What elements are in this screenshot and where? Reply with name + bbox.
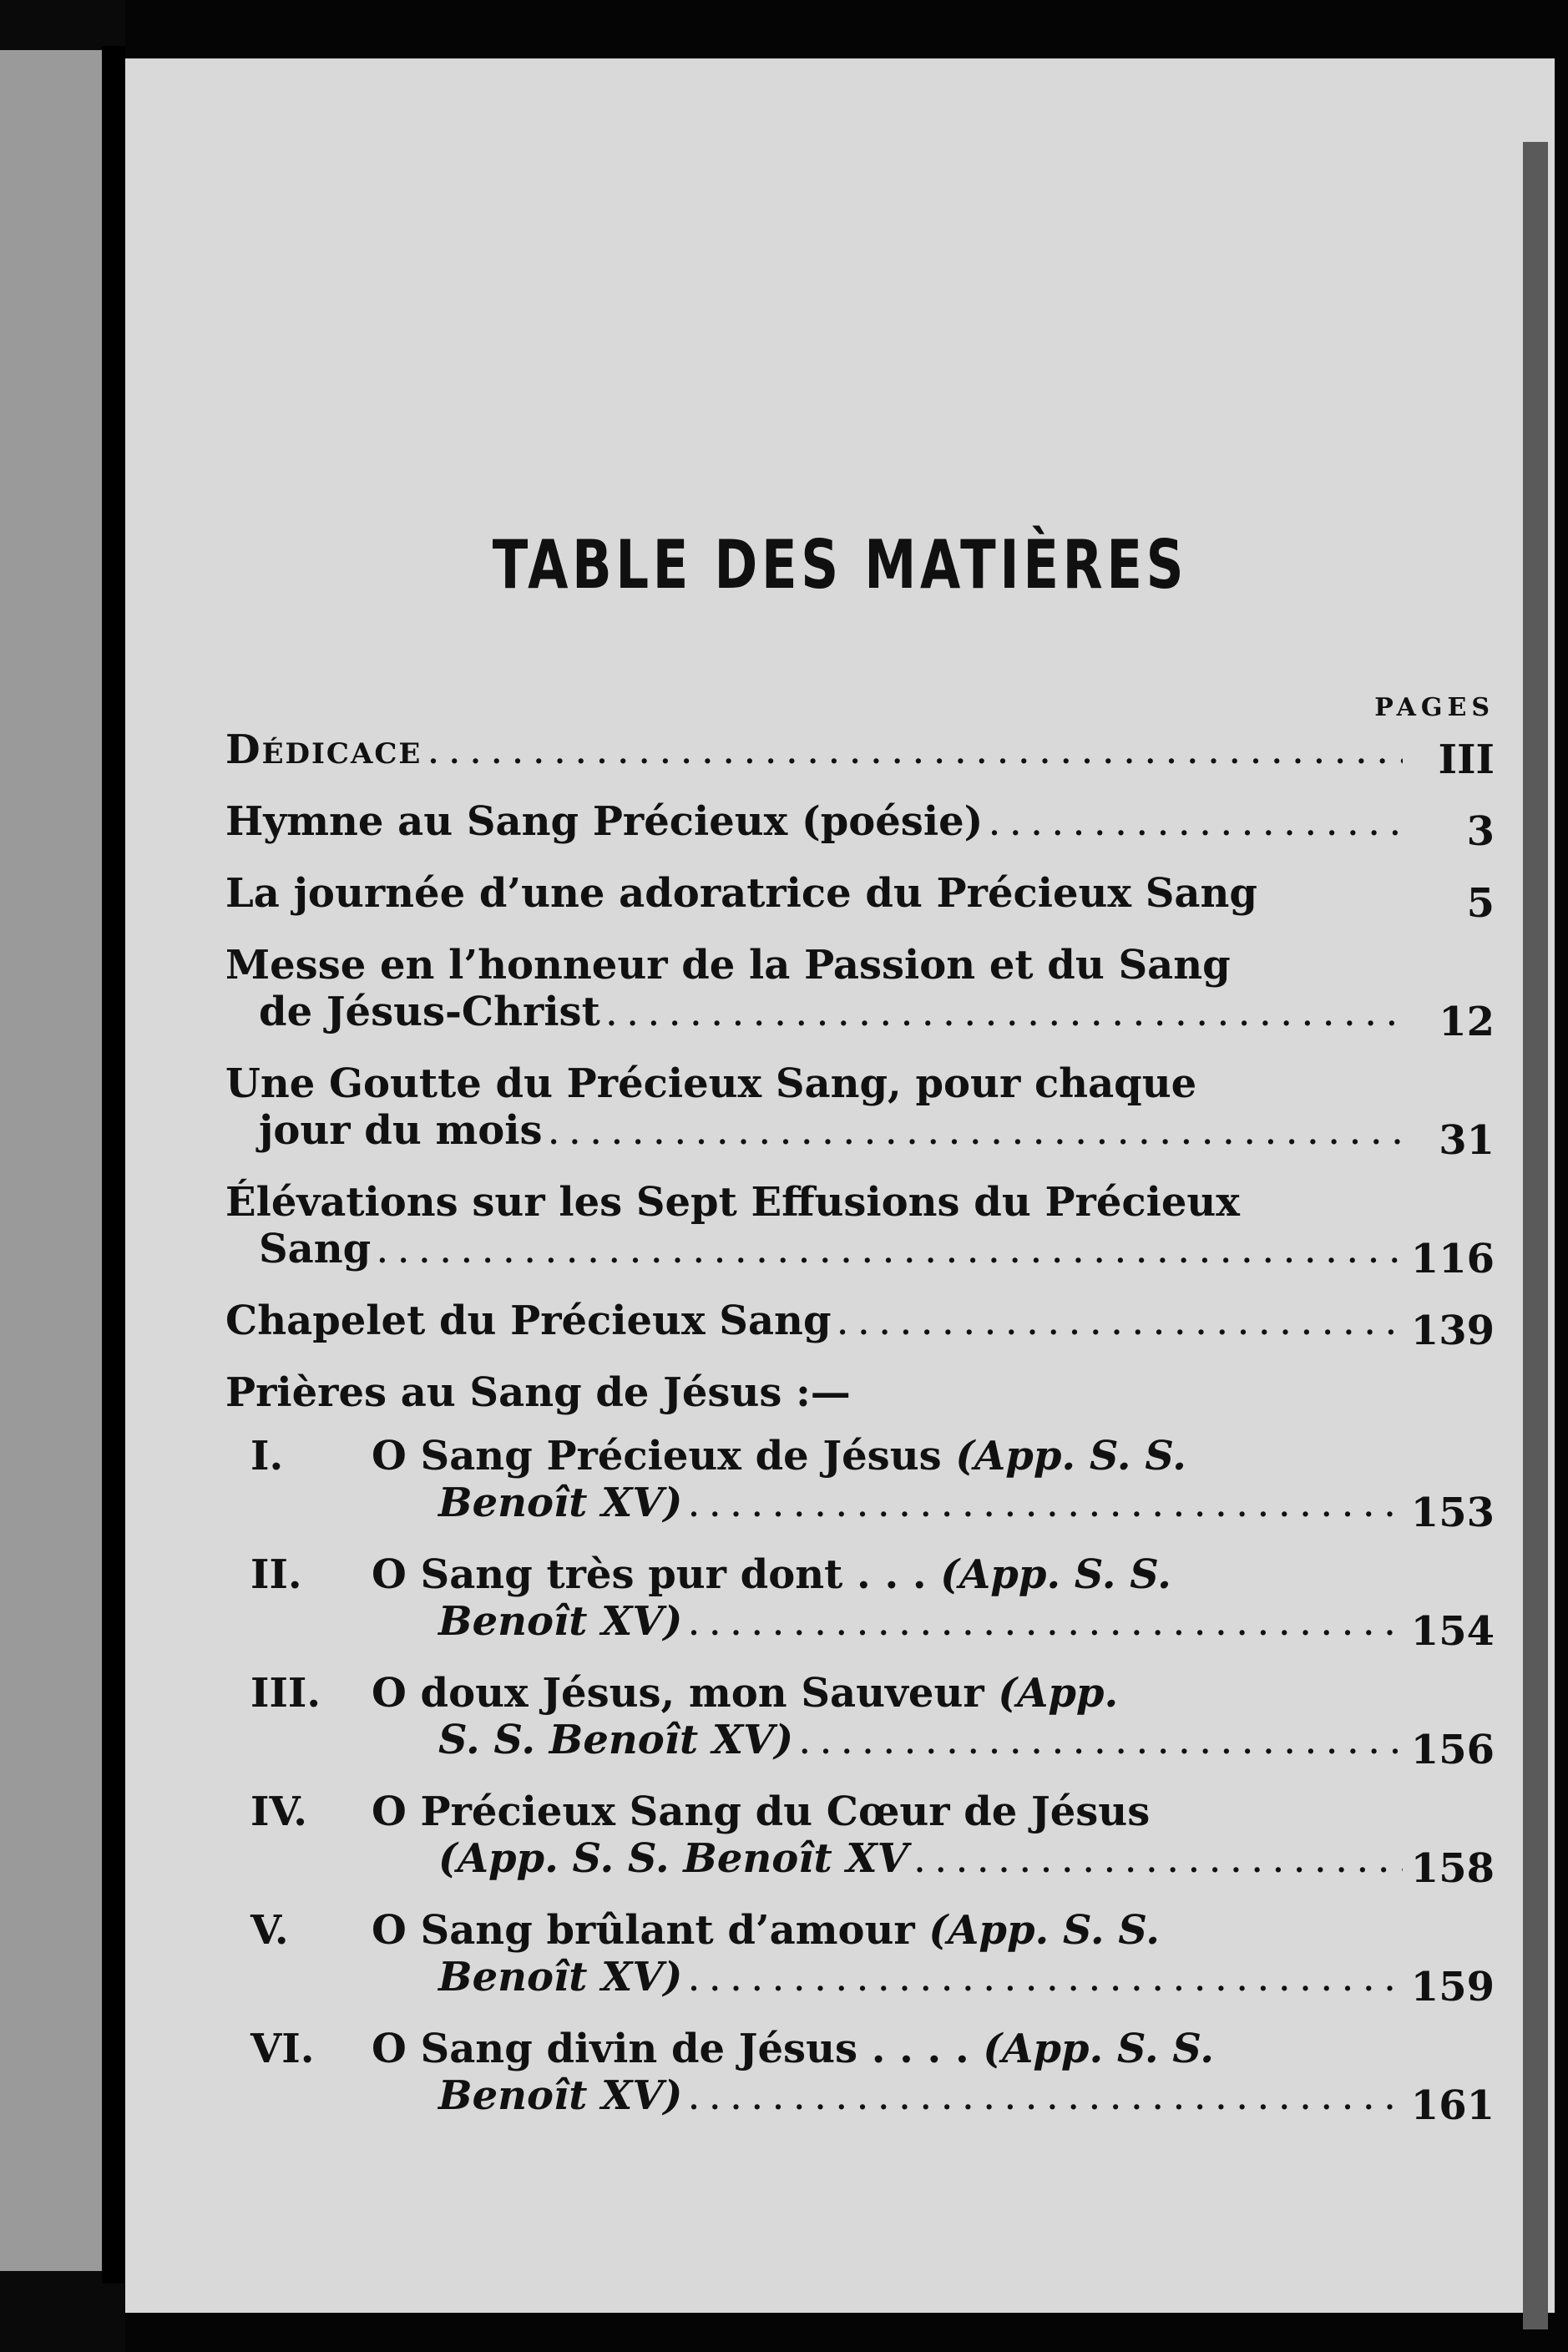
- prayer-approval: (App. S. S.: [983, 2026, 1214, 2072]
- toc-entry-title: Dédicace: [225, 726, 422, 773]
- toc-entry-chapelet: [225, 1297, 1495, 1354]
- toc-page-number: III: [1438, 736, 1495, 783]
- prayer-title: O Sang Précieux de Jésus: [372, 1433, 942, 1479]
- leader-dots: [376, 1226, 1403, 1272]
- leader-dots: [798, 1717, 1403, 1763]
- toc-page-number: 153: [1410, 1490, 1495, 1536]
- leader-dots: [687, 1598, 1403, 1645]
- prayer-approval-cont: Benoît XV): [438, 2072, 683, 2119]
- page-edge-shadow: [1523, 142, 1548, 2329]
- prayer-title: O Sang divin de Jésus . . . .: [372, 2026, 969, 2072]
- toc-page-number: 156: [1410, 1727, 1495, 1773]
- toc-entry-elevations: [225, 1179, 1495, 1282]
- toc-entry-title: Une Goutte du Précieux Sang, pour chaque: [225, 1060, 1197, 1107]
- prayer-approval-cont: (App. S. S. Benoît XV: [438, 1835, 908, 1882]
- toc-entry-title-cont: de Jésus-Christ: [259, 989, 600, 1035]
- toc-entry-goutte: [225, 1060, 1495, 1164]
- toc-entries: [225, 726, 1495, 2144]
- toc-entry-messe: [225, 942, 1495, 1045]
- toc-entry-title: Messe en l’honneur de la Passion et du Sang: [225, 942, 1231, 989]
- facing-page-edge: [0, 50, 109, 2271]
- leader-dots: [988, 798, 1403, 845]
- toc-page-number: 31: [1439, 1117, 1495, 1164]
- prayer-numeral: III.: [250, 1670, 321, 1717]
- toc-page-number: 3: [1466, 808, 1495, 855]
- leader-dots: [687, 1954, 1403, 2000]
- toc-page-number: 154: [1410, 1608, 1495, 1655]
- toc-entry-journee: [225, 870, 1495, 927]
- prayer-approval: (App. S. S.: [955, 1433, 1186, 1479]
- prayer-approval: (App.: [998, 1670, 1119, 1717]
- gutter-shadow: [102, 46, 125, 2284]
- toc-page-number: 139: [1410, 1308, 1495, 1354]
- toc-page-number: 116: [1410, 1236, 1495, 1282]
- prayer-title: O Précieux Sang du Cœur de Jésus: [372, 1788, 1151, 1835]
- toc-page-number: 158: [1410, 1845, 1495, 1892]
- prayer-approval-cont: Benoît XV): [438, 1598, 683, 1645]
- toc-page-number: 12: [1439, 999, 1495, 1045]
- toc-page-number: 5: [1466, 880, 1495, 927]
- prayer-numeral: VI.: [250, 2026, 315, 2072]
- book-page: [125, 58, 1555, 2313]
- toc-entry-title: Hymne au Sang Précieux (poésie): [225, 798, 984, 845]
- leader-dots: [427, 726, 1403, 773]
- prayer-entry-5: [225, 1907, 1495, 2011]
- prayer-entry-1: [225, 1433, 1495, 1536]
- prayer-numeral: V.: [250, 1907, 289, 1954]
- prayer-numeral: IV.: [250, 1788, 308, 1835]
- toc-page-number: 161: [1410, 2082, 1495, 2129]
- prayer-entry-6: [225, 2026, 1495, 2129]
- page-title: TABLE DES MATIÈRES: [492, 526, 1188, 604]
- prayer-entry-3: [225, 1670, 1495, 1773]
- leader-dots: [837, 1297, 1403, 1344]
- prayer-numeral: I.: [250, 1433, 284, 1479]
- prayer-numeral: II.: [250, 1551, 302, 1598]
- toc-entry-title: La journée d’une adoratrice du Précieux Sang: [225, 870, 1257, 917]
- toc-entry-title: Élévations sur les Sept Effusions du Précieux: [225, 1179, 1240, 1226]
- toc-entry-title-cont: jour du mois: [259, 1107, 543, 1154]
- toc-page-number: 159: [1410, 1964, 1495, 2011]
- leader-dots: [687, 2072, 1403, 2119]
- toc-entry-hymne: [225, 798, 1495, 855]
- prayer-title: O doux Jésus, mon Sauveur: [372, 1670, 984, 1717]
- leader-dots: [548, 1107, 1403, 1154]
- prayer-approval-cont: S. S. Benoît XV): [438, 1717, 794, 1763]
- prayer-entry-4: [225, 1788, 1495, 1892]
- prayer-approval-cont: Benoît XV): [438, 1954, 683, 2000]
- leader-dots: [913, 1835, 1403, 1882]
- toc-entry-dedicace: [225, 726, 1495, 783]
- prayer-approval: (App. S. S.: [928, 1907, 1160, 1954]
- pages-column-label: PAGES: [1374, 693, 1495, 722]
- prayer-title: O Sang très pur dont . . .: [372, 1551, 927, 1598]
- prayer-approval-cont: Benoît XV): [438, 1479, 683, 1526]
- prayer-entry-2: [225, 1551, 1495, 1655]
- toc-entry-title: Chapelet du Précieux Sang: [225, 1297, 832, 1344]
- toc-entry-title-cont: Sang: [259, 1226, 372, 1272]
- prayer-title: O Sang brûlant d’amour: [372, 1907, 915, 1954]
- leader-dots: [605, 989, 1403, 1035]
- leader-dots: [687, 1479, 1403, 1526]
- prayers-heading: Prières au Sang de Jésus :—: [225, 1369, 851, 1416]
- prayer-approval: (App. S. S.: [940, 1551, 1171, 1598]
